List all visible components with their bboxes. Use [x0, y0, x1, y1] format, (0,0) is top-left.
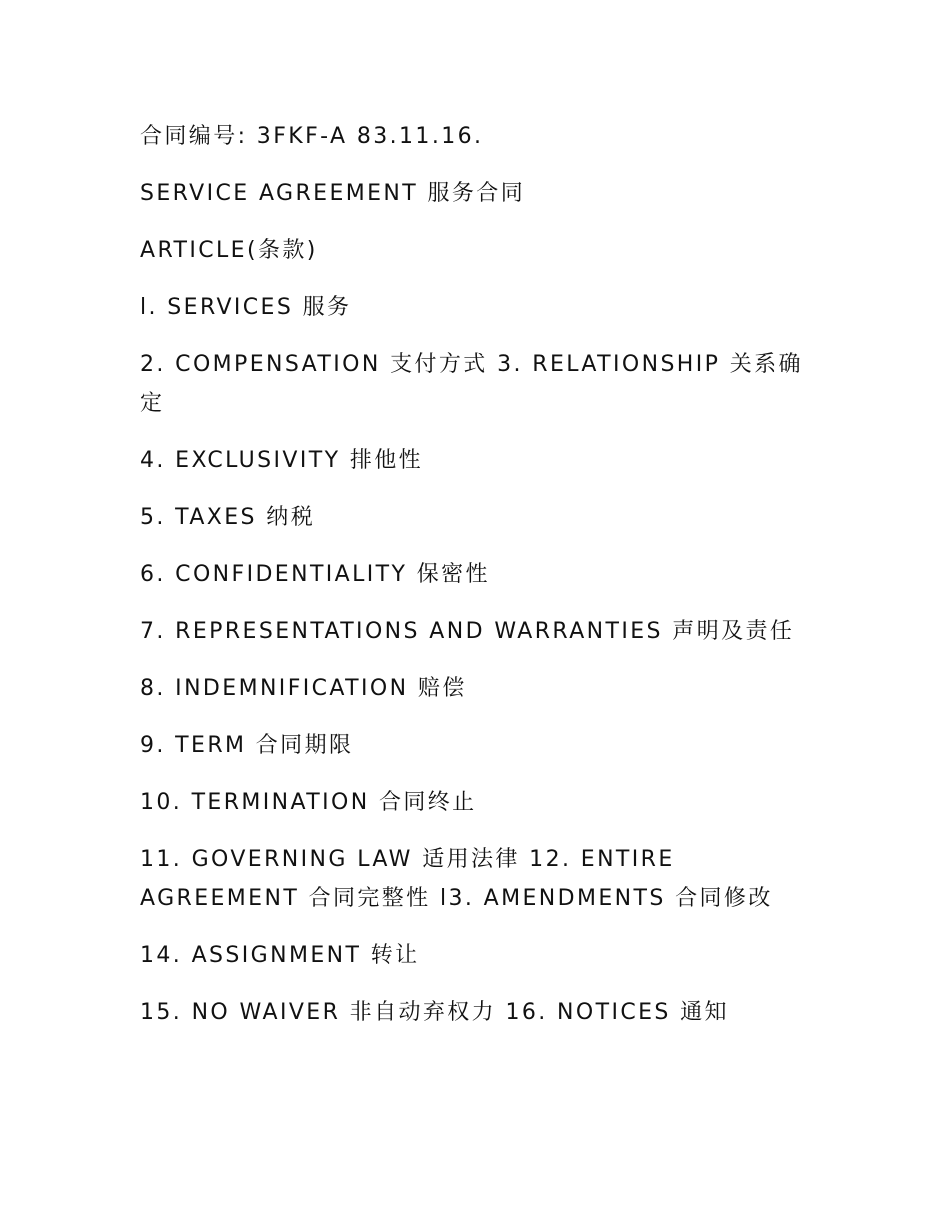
article-item: 4. EXCLUSIVITY 排他性	[140, 448, 424, 473]
article-item: 9. TERM 合同期限	[140, 733, 354, 758]
article-item: 2. COMPENSATION 支付方式 3. RELATIONSHIP 关系确定	[140, 352, 803, 416]
article-item: 5. TAXES 纳税	[140, 505, 316, 530]
document-title: SERVICE AGREEMENT 服务合同	[140, 181, 526, 206]
document-body	[140, 117, 805, 1050]
article-item: 14. ASSIGNMENT 转让	[140, 943, 420, 968]
article-item: 11. GOVERNING LAW 适用法律 12. ENTIRE AGREEMENT 合同完整性 l3. AMENDMENTS 合同修改	[140, 847, 773, 911]
article-item: 10. TERMINATION 合同终止	[140, 790, 477, 815]
article-item: 15. NO WAIVER 非自动弃权力 16. NOTICES 通知	[140, 1000, 729, 1025]
article-item: 7. REPRESENTATIONS AND WARRANTIES 声明及责任	[140, 619, 795, 644]
article-heading: ARTICLE(条款)	[140, 238, 318, 263]
article-item: l. SERVICES 服务	[140, 295, 352, 320]
article-item: 8. INDEMNIFICATION 赔偿	[140, 676, 467, 701]
article-item: 6. CONFIDENTIALITY 保密性	[140, 562, 490, 587]
contract-number: 合同编号: 3FKF-A 83.11.16.	[140, 124, 484, 149]
